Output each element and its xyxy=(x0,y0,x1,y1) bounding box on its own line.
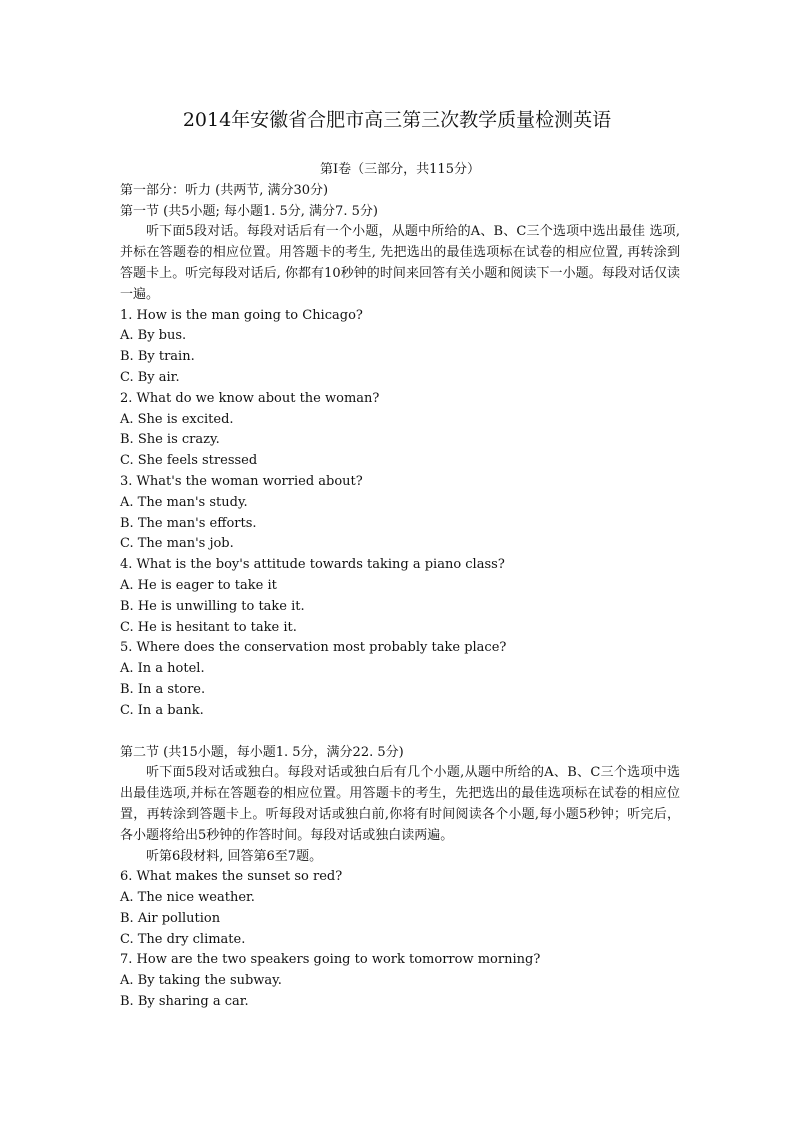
question-block-4 xyxy=(120,555,680,638)
option-c: C. In a bank. xyxy=(120,702,204,718)
option-b: B. The man's efforts. xyxy=(120,515,257,531)
section2-heading: 第二节 (共15小题，每小题1. 5分，满分22. 5分) xyxy=(120,744,404,760)
question-text: 7. How are the two speakers going to work tomorrow morning? xyxy=(120,952,541,968)
question-block-3 xyxy=(120,472,680,555)
question-text: 5. Where does the conservation most probably take place? xyxy=(120,640,507,656)
section-gap xyxy=(120,722,680,743)
option-c: C. He is hesitant to take it. xyxy=(120,619,297,635)
option-b: B. By sharing a car. xyxy=(120,994,249,1010)
section1-instructions: 听下面5段对话。每段对话后有一个小题，从题中所给的A、B、C三个选项中选出最佳 选项, 并标在答题卷的相应位置。用答题卡的考生, 先把选出的最佳选项标在试卷的相应位置, 再转涂到答题卡上。听完每段对话后, 你都有10秒钟的时间来回答有关小题和阅读下一小题。每段对话仅读一遍。 xyxy=(120,224,680,302)
option-a: A. The nice weather. xyxy=(120,890,255,906)
option-c: C. The man's job. xyxy=(120,536,234,552)
option-c: C. The dry climate. xyxy=(120,931,246,947)
section2-instructions: 听下面5段对话或独白。每段对话或独白后有几个小题,从题中所给的A、B、C三个选项中选出最佳选项,并标在答题卷的相应位置。用答题卡的考生，先把选出的最佳选项标在试卷的相应位置，再转涂到答题卡上。听每段对话或独白前,你将有时间阅读各个小题,每小题5秒钟；听完后，各小题将给出5秒钟的作答时间。每段对话或独白读两遍。 xyxy=(120,765,680,843)
page-title: 2014年安徽省合肥市高三第三次教学质量检测英语 xyxy=(182,109,612,131)
question-text: 3. What's the woman worried about? xyxy=(120,473,363,489)
material-note: 听第6段材料, 回答第6至7题。 xyxy=(146,848,323,864)
question-block-1 xyxy=(120,306,680,389)
section1-heading: 第一节 (共5小题; 每小题1. 5分, 满分7. 5分) xyxy=(120,203,378,219)
part1-heading: 第一部分：听力 (共两节, 满分30分) xyxy=(120,182,329,198)
exam-content xyxy=(120,160,680,1013)
option-b: B. He is unwilling to take it. xyxy=(120,598,305,614)
option-b: B. She is crazy. xyxy=(120,432,220,448)
option-c: C. By air. xyxy=(120,369,180,385)
option-a: A. By bus. xyxy=(120,328,187,344)
option-c: C. She feels stressed xyxy=(120,453,258,469)
option-b: B. By train. xyxy=(120,349,195,365)
question-text: 1. How is the man going to Chicago? xyxy=(120,307,363,323)
option-a: A. In a hotel. xyxy=(120,661,205,677)
question-block-2 xyxy=(120,389,680,472)
option-a: A. The man's study. xyxy=(120,494,248,510)
option-b: B. Air pollution xyxy=(120,910,221,926)
question-text: 6. What makes the sunset so red? xyxy=(120,869,343,885)
question-text: 4. What is the boy's attitude towards taking a piano class? xyxy=(120,557,505,573)
question-text: 2. What do we know about the woman? xyxy=(120,390,380,406)
volume-heading: 第I卷（三部分，共115分） xyxy=(320,162,480,177)
question-block-6 xyxy=(120,867,680,950)
option-a: A. She is excited. xyxy=(120,411,234,427)
option-a: A. He is eager to take it xyxy=(120,577,277,593)
question-block-7 xyxy=(120,950,680,1012)
question-block-5 xyxy=(120,638,680,721)
option-b: B. In a store. xyxy=(120,681,206,697)
option-a: A. By taking the subway. xyxy=(120,973,282,989)
